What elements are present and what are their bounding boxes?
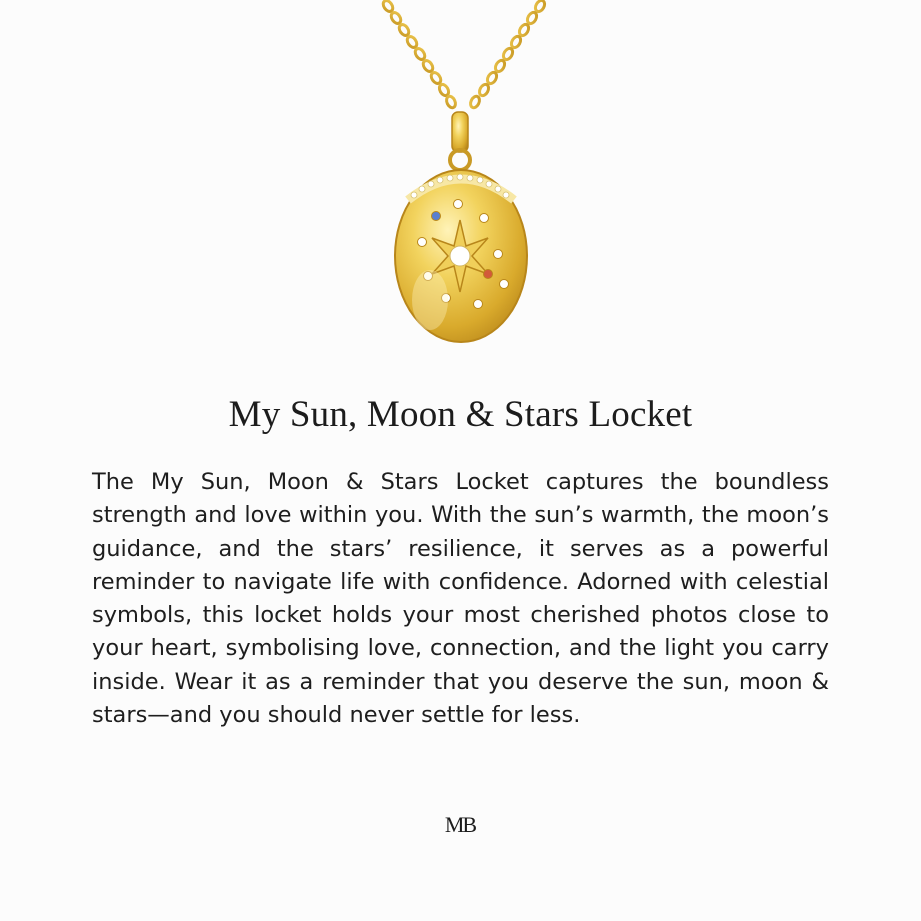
chain-right — [469, 0, 547, 109]
brand-logo: MB — [444, 812, 476, 837]
product-description: The My Sun, Moon & Stars Locket captures the boundless strength and love within you. With the sun’s warmth, the moon’s guidance, and the stars’ resilience, it serves as a powerful reminder to navigate life with confidence. Adorned with celestial symbols, this locket holds your most cherished photos close to your heart, symbolising love, connection, and the light you carry inside. Wear it as a reminder that you deserve the sun, moon & stars—and you should never settle for less. — [92, 469, 829, 729]
product-title: My Sun, Moon & Stars Locket — [228, 394, 693, 435]
locket-bail — [452, 112, 468, 152]
chain-left — [381, 0, 457, 109]
locket-necklace-image — [0, 0, 921, 360]
